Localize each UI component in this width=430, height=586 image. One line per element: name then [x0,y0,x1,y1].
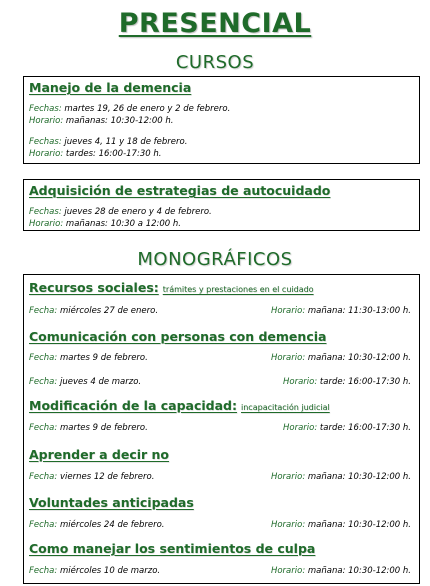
monografico-title-text: Comunicación con personas con demencia [29,329,327,344]
fechas-value: martes 19, 26 de enero y 2 de febrero. [64,104,231,114]
monografico-fecha-line [29,472,154,482]
monografico-horario [271,353,411,363]
curso-box [23,76,420,164]
monografico-fecha-line [29,566,160,576]
fechas-label: Fechas: [29,104,62,114]
horario-label: Horario: [270,353,306,363]
horario-value: mañana: 10:30-12:00 h. [307,472,411,482]
fecha-label: Fecha: [29,472,58,482]
fecha-value: miércoles 10 de marzo. [59,566,161,576]
section-cursos-heading: CURSOS [175,52,255,73]
monografico-horario [283,423,411,433]
fechas-value: jueves 28 de enero y 4 de febrero. [64,207,212,217]
curso-box [23,179,420,231]
horario-value: tarde: 16:00-17:30 h. [319,423,411,433]
horario-value: mañana: 10:30-12:00 h. [307,520,411,530]
monografico-horario [271,520,411,530]
monografico-title [29,329,326,344]
monografico-title [29,280,314,295]
page-title: PRESENCIAL [118,8,312,39]
monografico-fecha-line [29,377,141,387]
monograficos-box [23,274,420,584]
horario-value: tardes: 16:00-17:30 h. [65,149,162,159]
monografico-title-text: Voluntades anticipadas [29,495,194,510]
horario-label: Horario: [270,472,306,482]
fecha-label: Fecha: [29,306,58,316]
monografico-horario [271,566,411,576]
horario-value: mañanas: 10:30 a 12:00 h. [65,219,181,229]
monografico-horario [283,377,411,387]
horario-label: Horario: [29,116,64,126]
monografico-title-text: Modificación de la capacidad: [29,398,238,413]
horario-label: Horario: [270,566,306,576]
curso-fechas-line [29,137,187,147]
fechas-label: Fechas: [29,137,62,147]
monografico-fecha-line [29,353,148,363]
monografico-fecha-line [29,423,148,433]
monografico-subtitle: incapacitación judicial [241,403,330,412]
fecha-label: Fecha: [29,566,58,576]
fecha-value: viernes 12 de febrero. [59,472,155,482]
fechas-label: Fechas: [29,207,62,217]
curso-horario-line [29,116,173,126]
monografico-fecha-line [29,306,158,316]
monografico-title-text: Aprender a decir no [29,447,170,462]
horario-label: Horario: [270,306,306,316]
horario-value: tarde: 16:00-17:30 h. [319,377,411,387]
monografico-horario [271,472,411,482]
horario-label: Horario: [283,377,318,387]
monografico-title-text: Como manejar los sentimientos de culpa [29,541,316,556]
curso-title: Adquisición de estrategias de autocuidado [29,183,331,198]
monografico-title [29,495,194,510]
monografico-horario [271,306,411,316]
fecha-value: miércoles 24 de febrero. [59,520,165,530]
fecha-value: miércoles 27 de enero. [59,306,159,316]
curso-horario-line [29,219,181,229]
horario-label: Horario: [283,423,318,433]
section-monograficos-heading: MONOGRÁFICOS [137,249,293,270]
fecha-label: Fecha: [29,423,58,433]
monografico-title [29,541,315,556]
horario-value: mañana: 11:30-13:00 h. [307,306,411,316]
fecha-label: Fecha: [29,377,58,387]
curso-fechas-line [29,104,230,114]
monografico-title-text: Recursos sociales: [29,280,159,295]
fecha-label: Fecha: [29,353,58,363]
fecha-value: martes 9 de febrero. [59,353,148,363]
curso-horario-line [29,149,161,159]
horario-value: mañana: 10:30-12:00 h. [307,353,411,363]
horario-label: Horario: [29,219,64,229]
monografico-title [29,398,330,413]
fechas-value: jueves 4, 11 y 18 de febrero. [64,137,188,147]
horario-value: mañana: 10:30-12:00 h. [307,566,411,576]
monografico-subtitle: trámites y prestaciones en el cuidado [162,285,314,294]
fecha-value: jueves 4 de marzo. [59,377,142,387]
horario-label: Horario: [270,520,306,530]
fecha-value: martes 9 de febrero. [59,423,148,433]
monografico-fecha-line [29,520,165,530]
curso-fechas-line [29,207,212,217]
horario-value: mañanas: 10:30-12:00 h. [65,116,174,126]
curso-title: Manejo de la demencia [29,80,192,95]
horario-label: Horario: [29,149,64,159]
monografico-title [29,447,169,462]
fecha-label: Fecha: [29,520,58,530]
